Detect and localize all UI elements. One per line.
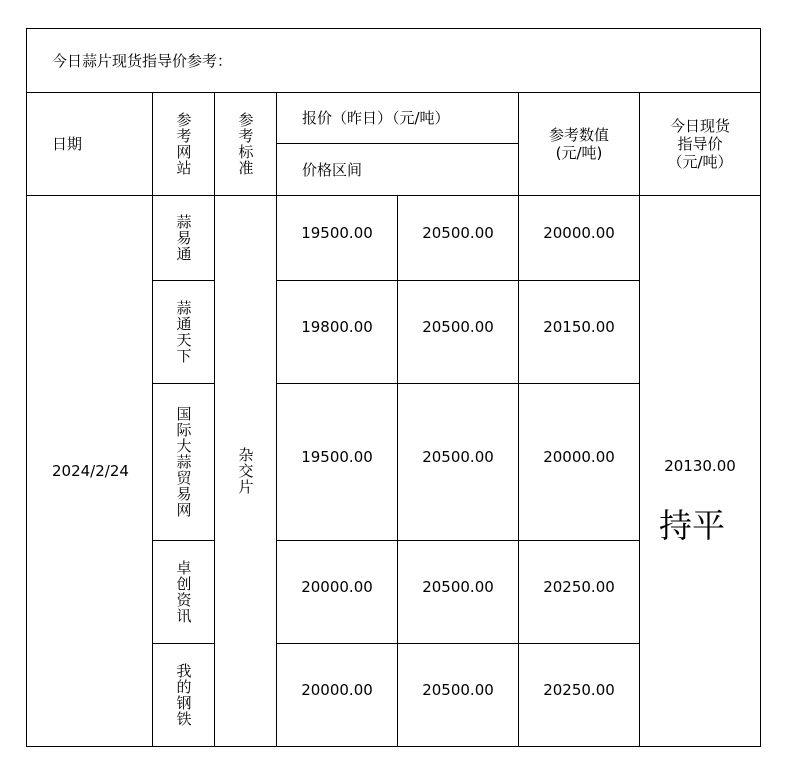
price-low: 19500.00	[301, 448, 373, 466]
header-guide: 今日现货 指导价 （元/吨）	[667, 117, 733, 171]
site-cell	[153, 644, 214, 746]
price-high: 20500.00	[422, 318, 494, 336]
reference-value: 20000.00	[543, 448, 615, 466]
table-title: 今日蒜片现货指导价参考：	[52, 51, 233, 70]
header-reference: 参考数值 (元/吨)	[548, 126, 609, 162]
table-border-bottom	[26, 746, 761, 747]
trend-note: 持平	[659, 506, 725, 545]
price-high: 20500.00	[422, 448, 494, 466]
reference-value: 20250.00	[543, 578, 615, 596]
header-date: 日期	[52, 135, 83, 153]
price-low: 20000.00	[301, 578, 373, 596]
header-site	[153, 93, 214, 195]
header-quote: 报价（昨日）（元/吨）	[302, 109, 450, 127]
table-border-right	[760, 28, 761, 747]
header-standard-text: 参考标准	[236, 112, 255, 176]
price-high: 20500.00	[422, 224, 494, 242]
guide-price: 20130.00	[664, 457, 736, 475]
standard-cell	[215, 196, 276, 746]
site-cell	[153, 196, 214, 280]
site-cell	[153, 541, 214, 643]
price-low: 19500.00	[301, 224, 373, 242]
site-name: 国际大蒜贸易网	[174, 406, 193, 518]
reference-value: 20000.00	[543, 224, 615, 242]
standard-cell-text: 杂交片	[236, 447, 255, 495]
site-cell	[153, 384, 214, 540]
site-name: 蒜易通	[174, 214, 193, 262]
price-high: 20500.00	[422, 578, 494, 596]
site-name: 卓创资讯	[174, 560, 193, 624]
header-site-text: 参考网站	[174, 112, 193, 176]
price-low: 19800.00	[301, 318, 373, 336]
site-cell	[153, 281, 214, 383]
price-high: 20500.00	[422, 681, 494, 699]
price-low: 20000.00	[301, 681, 373, 699]
reference-value: 20150.00	[543, 318, 615, 336]
header-standard	[215, 93, 276, 195]
header-range: 价格区间	[302, 160, 363, 179]
table-border-left	[26, 28, 27, 747]
date-cell: 2024/2/24	[52, 462, 129, 480]
site-name: 蒜通天下	[174, 300, 193, 364]
site-name: 我的钢铁	[174, 663, 193, 727]
reference-value: 20250.00	[543, 681, 615, 699]
